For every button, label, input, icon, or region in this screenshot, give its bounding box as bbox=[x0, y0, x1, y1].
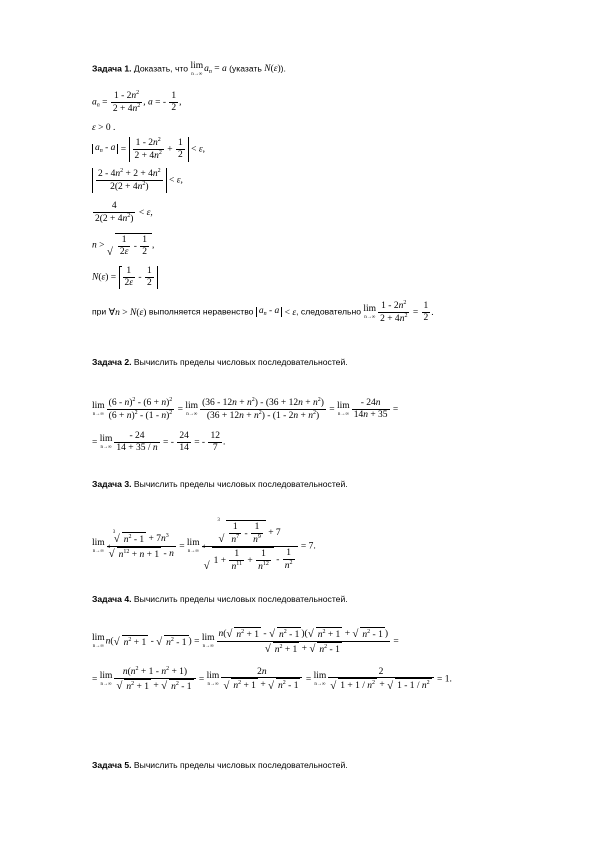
task4-line1: lim n→∞ n(√ $n^2 + 1$ - √ $n^2 - 1$ ) = lim n→∞ n(√ $n^2 + 1$ - √ $n^2 - 1$ )(√ $n^2 + 1$ + √ $n^2 - 1$ ) √ $n^2 + 1$ + √ $n^2 - 1$ = bbox=[92, 627, 399, 656]
task5-heading: Задача 5. Вычислить пределы числовых последовательностей. bbox=[92, 760, 348, 770]
task1-line-abs: $a_n$ - a = $\frac{1 - 2n^2}{2 + 4n^2}$ + $\frac{1}{2}$ < ε, bbox=[92, 137, 205, 162]
task4-line2: = lim n→∞ $n(n^2 + 1 - n^2 + 1)$ √ $n^2 + 1$ + √ $n^2 - 1$ = lim n→∞ 2n √ $n^2 + 1$ + √ $n^2 - 1$ = lim n→∞ 2 √ $1 + 1 / n^2$ + √ $1 - 1 / n^2$ = 1. bbox=[92, 666, 452, 693]
task2-heading: Задача 2. Вычислить пределы числовых последовательностей. bbox=[92, 357, 348, 367]
task3-formula: lim n→∞ √ 3 $n^2 - 1 + 7n^3$ √ 4 $n^{12} + n + 1 - n$ = lim n→∞ √ 3 $\frac{1}{n^7}$ - $\frac{1}{n^9}$ + 7 √ 4 1 + $\frac{1}{n^{11}}$ + $\frac{1}{n^{12}}$ - $\frac{1}{n^2}$ = 7. bbox=[92, 520, 316, 573]
task1-heading: Задача 1. Доказать, что lim n→∞ $a_n = a$ (указать N(ε)). bbox=[92, 61, 286, 77]
task1-line-n-bound: n > √ $\frac{1}{2\varepsilon}$ - $\frac{1}{2}$ , bbox=[92, 233, 154, 258]
task4-heading: Задача 4. Вычислить пределы числовых последовательностей. bbox=[92, 594, 348, 604]
task1-line-epsilon: ε > 0 . bbox=[92, 123, 116, 133]
task2-line2: = lim n→∞ $\frac{- 24}{14 + 35 / n}$ = - $\frac{24}{14}$ = - $\frac{12}{7}$ . bbox=[92, 431, 226, 453]
task1-line-combined: $\frac{2 - 4n^2 + 2 + 4n^2}{2(2 + 4n^2)}$ < ε, bbox=[92, 168, 183, 193]
task1-conclusion: при ∀n > N(ε) выполняется неравенство $a_n - a < \varepsilon$, следовательно lim n→∞ $\frac{1 - 2n^2}{2 + 4n^2}$ = $\frac{1}{2}$ . bbox=[92, 300, 434, 324]
task1-formula-inline: lim n→∞ $a_n = a$ bbox=[190, 61, 227, 77]
task1-line-definition: $a_n$ = $\frac{1 - 2n^2}{2 + 4n^2}$ , a = - $\frac{1}{2}$ , bbox=[92, 90, 182, 114]
task1-line-N: N(ε) = $\frac{1}{2\varepsilon}$ - $\frac{1}{2}$ bbox=[92, 266, 158, 289]
task2-line1: lim n→∞ $\frac{(6 - n)^2 - (6 + n)^2}{(6 + n)^2 - (1 - n)^2}$ = lim n→∞ $\frac{(36 - 12n + n^2) - (36 + 12n + n^2)}{(36 + 12n + n^2) - (1 - 2n + n^2)}$ = lim n→∞ $\frac{- 24n}{14n + 35}$ = bbox=[92, 397, 399, 421]
task3-heading: Задача 3. Вычислить пределы числовых последовательностей. bbox=[92, 479, 348, 489]
task1-line-simplified: $\frac{4}{2(2 + 4n^2)}$ < ε, bbox=[95, 201, 153, 224]
